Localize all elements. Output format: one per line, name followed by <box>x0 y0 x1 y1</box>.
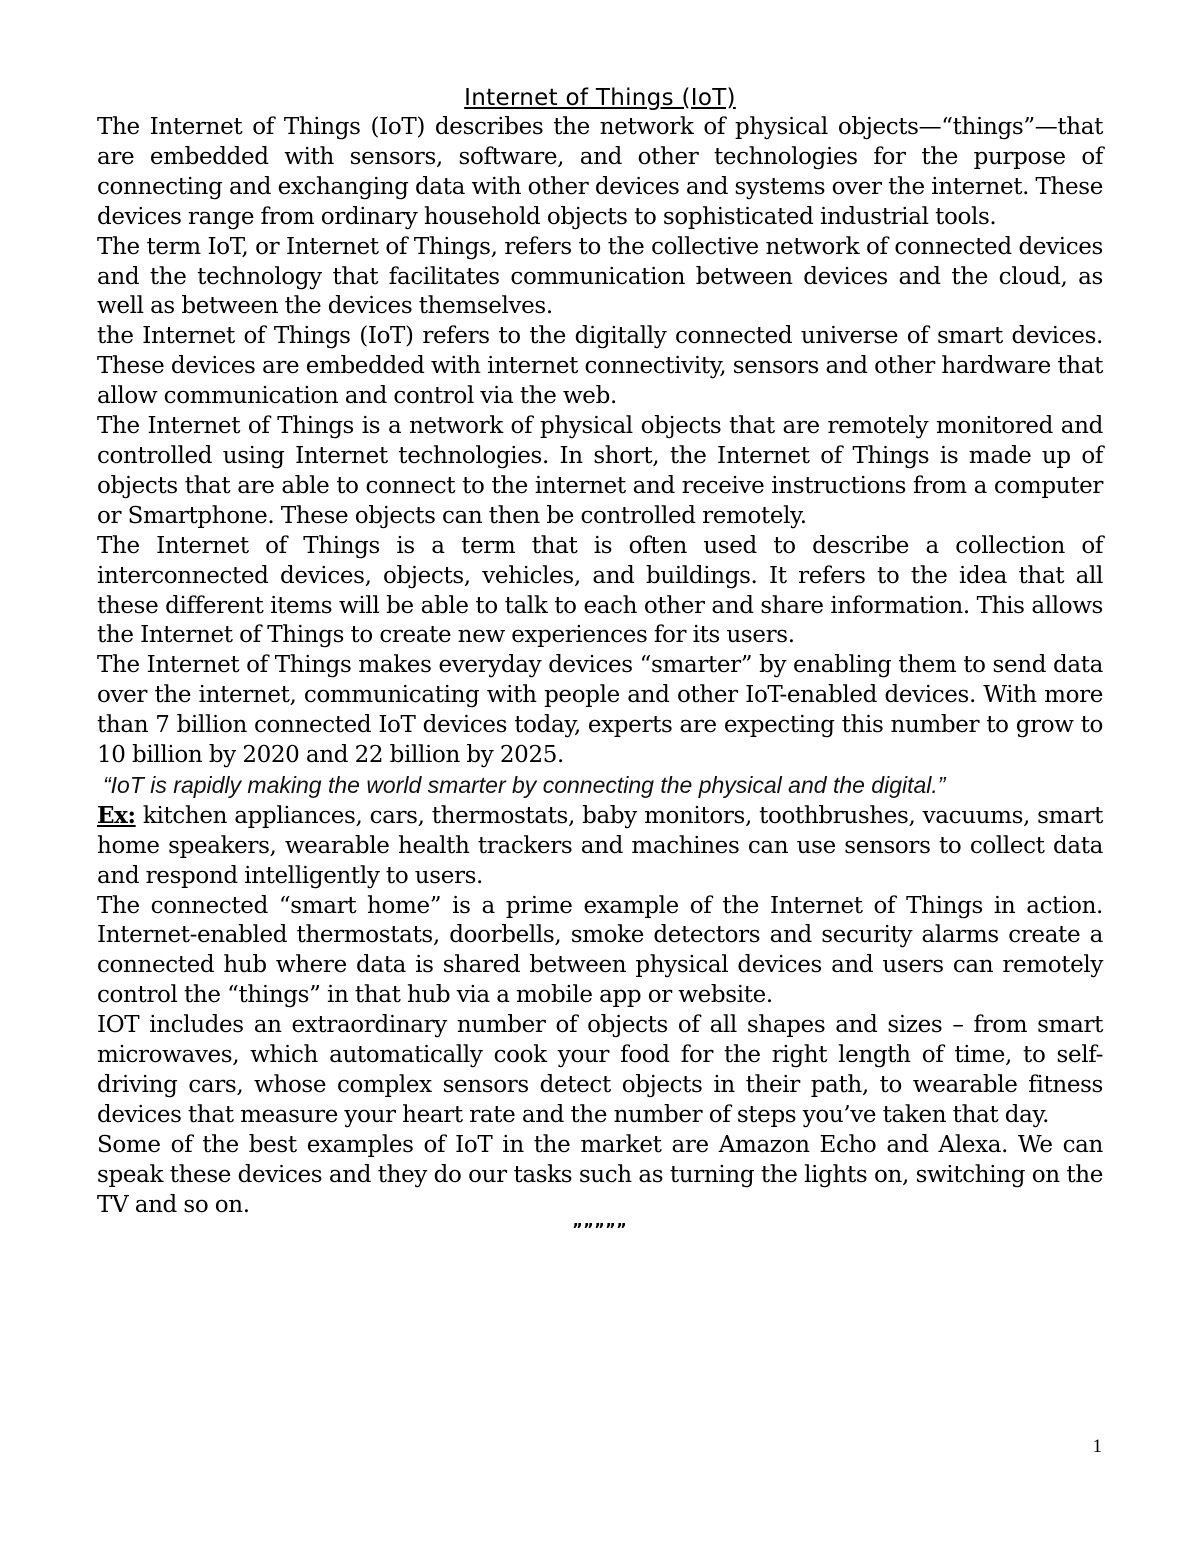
paragraph: Some of the best examples of IoT in the market are Amazon Echo and Alexa. We can speak these devices and they do our tasks such as turning the lights on, switching on the TV and so on. <box>97 1131 1103 1218</box>
example-label: Ex: <box>97 801 136 829</box>
page-number: 1 <box>1092 1436 1102 1457</box>
paragraph: The Internet of Things is a network of physical objects that are remotely monitored and controlled using Internet technologies. In short, the Internet of Things is made up of objects that are able to connect to the internet and receive instructions from a computer or Smartphone. These objects can then be controlled remotely. <box>97 413 1103 529</box>
paragraph: The Internet of Things makes everyday devices “smarter” by enabling them to send data over the internet, communicating with people and other IoT-enabled devices. With more than 7 billion connected IoT devices today, experts are expecting this number to grow to 10 billion by 2020 and 22 billion by 2025. <box>97 652 1103 769</box>
quote: “IoT is rapidly making the world smarter by connecting the physical and the digital.” <box>103 771 946 798</box>
document-title: Internet of Things (IoT) <box>464 85 736 111</box>
paragraph: The Internet of Things (IoT) describes the network of physical objects—“things”—that are embedded with sensors, software, and other technologies for the purpose of connecting and exchanging data with other devices and systems over the internet. These devices range from ordinary household objects to sophisticated industrial tools. <box>97 114 1103 230</box>
example-paragraph <box>97 801 1103 892</box>
paragraph: The Internet of Things is a term that is often used to describe a collection of interconnected devices, objects, vehicles, and buildings. It refers to the idea that all these different items will be able to talk to each other and share information. This allows the Internet of Things to create new experiences for its users. <box>97 532 1103 649</box>
paragraph: The connected “smart home” is a prime example of the Internet of Things in action. Internet-enabled thermostats, doorbells, smoke detectors and security alarms create a connected hub where data is shared between physical devices and users can remotely control the “things” in that hub via a mobile app or website. <box>97 892 1103 1009</box>
end-marker: „„„„„ <box>572 1210 628 1230</box>
example-text: kitchen appliances, cars, thermostats, baby monitors, toothbrushes, vacuums, smart home speakers, wearable health trackers and machines can use sensors to collect data and respond intelligently to users. <box>97 802 1103 889</box>
paragraph: The term IoT, or Internet of Things, refers to the collective network of connected devices and the technology that facilitates communication between devices and the cloud, as well as between the devices themselves. <box>97 233 1103 320</box>
document-body <box>97 84 1103 1229</box>
paragraph: the Internet of Things (IoT) refers to the digitally connected universe of smart devices. These devices are embedded with internet connectivity, sensors and other hardware that allow communication and control via the web. <box>97 323 1103 410</box>
paragraph: IOT includes an extraordinary number of objects of all shapes and sizes – from smart microwaves, which automatically cook your food for the right length of time, to self-driving cars, whose complex sensors detect objects in their path, to wearable fitness devices that measure your heart rate and the number of steps you’ve taken that day. <box>97 1012 1103 1128</box>
